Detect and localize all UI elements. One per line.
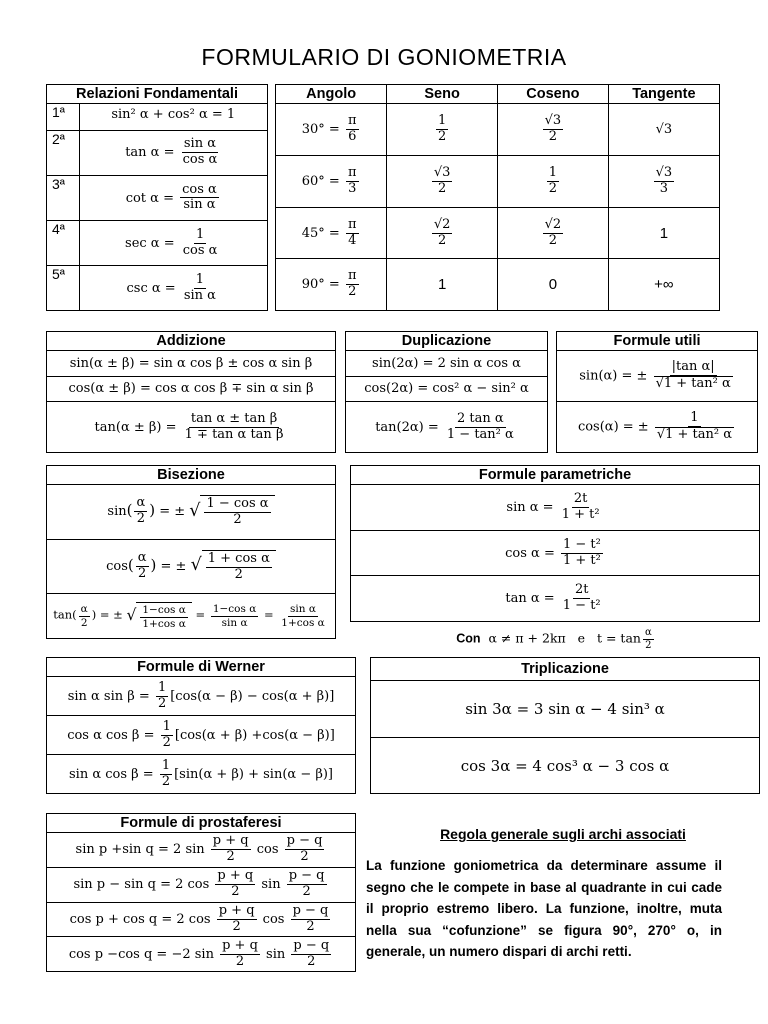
fundamental-relations-table	[46, 84, 268, 311]
angle-cell: 90° = $\frac{\pi}{2}$	[276, 259, 387, 310]
formula: cos( $\frac{\alpha}{2}$ ) = ± √ 1 + cos α 2	[47, 539, 335, 594]
cos-cell: 0	[498, 259, 609, 310]
angle-cell: 60° = $\frac{\pi}{3}$	[276, 155, 387, 207]
formula: cos α cos β = $\frac{1}{2}$ [cos(α + β) +cos(α − β)]	[47, 716, 355, 755]
row-number: 5ª	[47, 266, 79, 310]
sin-cell: $\frac{√3}{2}$	[387, 155, 498, 207]
angle-row-30	[276, 104, 719, 156]
parametric-header: Formule parametriche	[351, 466, 759, 485]
formula: tan α = $\frac{\text{sin α}}{\text{cos α}}$	[79, 130, 267, 175]
formula: cos(α ± β) = cos α cos β ∓ sin α sin β	[47, 376, 335, 402]
duplication-header: Duplicazione	[346, 332, 547, 351]
sin-cell: $\frac{√2}{2}$	[387, 207, 498, 259]
rule-text: La funzione goniometrica da determinare assume il segno che le compete in base al quadrante in cui cade il proprio estremo libero. La funzione, inoltre, muta nella sua “cofunzione” se figura 90°, 270° o, in generale, un numero dispari di archi retti.	[366, 858, 722, 959]
bisection-formulas-table	[46, 465, 336, 639]
fundamental-row	[47, 221, 267, 266]
tan-cell: √3	[608, 104, 719, 156]
angle-cell: 45° = $\frac{\pi}{4}$	[276, 207, 387, 259]
formula: tan(α ± β) = $\frac{\text{tan α ± tan β}}{\text{1 ∓ tan α tan β}}$	[47, 402, 335, 452]
fundamental-row	[47, 104, 267, 131]
formula: sin 3α = 3 sin α − 4 sin³ α	[371, 681, 759, 738]
parametric-formulas-table	[350, 465, 760, 622]
formula: cos(α) = ± $\frac{1}{\text{√1 + tan² α}}$	[557, 402, 757, 452]
tan-cell: +∞	[608, 259, 719, 310]
cos-cell: $\frac{√2}{2}$	[498, 207, 609, 259]
addition-header: Addizione	[47, 332, 335, 351]
formula: sin α cos β = $\frac{1}{2}$ [sin(α + β) + sin(α − β)]	[47, 755, 355, 793]
duplication-formulas-table	[345, 331, 548, 453]
formula: sin p − sin q = 2 cos $\frac{p + q}{2}$ sin $\frac{p - q}{2}$	[47, 867, 355, 902]
formula: sin² α + cos² α = 1	[79, 104, 267, 131]
row-number: 1ª	[47, 104, 79, 131]
fundamental-row	[47, 266, 267, 310]
sin-cell: $\frac{1}{2}$	[387, 104, 498, 156]
formula: sin(α) = ± $\frac{\text{|tan α|}}{\text{√1 + tan² α}}$	[557, 351, 757, 402]
prosthaphaeresis-formulas-table	[46, 813, 356, 972]
rule-title: Regola generale sugli archi associati	[440, 826, 686, 842]
cos-cell: $\frac{√3}{2}$	[498, 104, 609, 156]
formula: cot α = $\frac{\text{cos α}}{\text{sin α}}$	[79, 175, 267, 220]
formula: cos α = $\frac{\text{1 − t²}}{\text{1 + t²}}$	[351, 530, 759, 576]
angle-row-60	[276, 155, 719, 207]
angle-row-90	[276, 259, 719, 310]
col-header-cos: Coseno	[498, 85, 609, 104]
formula: sin α = $\frac{2t}{\text{1 + t²}}$	[351, 485, 759, 531]
angle-row-45	[276, 207, 719, 259]
col-header-angle: Angolo	[276, 85, 387, 104]
cos-cell: $\frac{1}{2}$	[498, 155, 609, 207]
useful-formulas-table	[556, 331, 758, 453]
angle-cell: 30° = $\frac{\pi}{6}$	[276, 104, 387, 156]
prosthaphaeresis-header: Formule di prostaferesi	[47, 814, 355, 833]
fundamental-row	[47, 130, 267, 175]
formula: sin(2α) = 2 sin α cos α	[346, 351, 547, 377]
werner-header: Formule di Werner	[47, 658, 355, 677]
row-number: 4ª	[47, 221, 79, 266]
formula: cos 3α = 4 cos³ α − 3 cos α	[371, 738, 759, 794]
formula: tan(2α) = $\frac{\text{2 tan α}}{\text{1 − tan² α}}$	[346, 402, 547, 452]
formula: sin( $\frac{\alpha}{2}$ ) = ± √ 1 − cos α 2	[47, 485, 335, 540]
col-header-sin: Seno	[387, 85, 498, 104]
tan-cell: $\frac{√3}{3}$	[608, 155, 719, 207]
tan-cell: 1	[608, 207, 719, 259]
sin-cell: 1	[387, 259, 498, 310]
parametric-note-prefix: Con	[456, 631, 481, 646]
formula: cos(2α) = cos² α − sin² α	[346, 376, 547, 402]
notable-angles-table	[275, 84, 720, 311]
parametric-condition: Con α ≠ π + 2kπ e t = tan $\frac{\alpha}{2}$	[456, 627, 652, 651]
formula: cos p + cos q = 2 cos $\frac{p + q}{2}$ cos $\frac{p - q}{2}$	[47, 902, 355, 937]
formula: tan( $\frac{\alpha}{2}$ ) = ± √ 1−cos α 1+cos α = $\frac{\text{1−cos α}}{\text{sin α}}$ = $\frac{\text{sin α}}{\text{1+cos α}}$	[47, 594, 335, 638]
triplication-formulas-table	[370, 657, 760, 794]
fundamental-header: Relazioni Fondamentali	[47, 85, 267, 104]
werner-formulas-table	[46, 657, 356, 794]
formula: sec α = $\frac{1}{\text{cos α}}$	[79, 221, 267, 266]
formula: csc α = $\frac{1}{\text{sin α}}$	[79, 266, 267, 310]
row-number: 3ª	[47, 175, 79, 220]
addition-formulas-table	[46, 331, 336, 453]
formula: sin(α ± β) = sin α cos β ± cos α sin β	[47, 351, 335, 377]
useful-header: Formule utili	[557, 332, 757, 351]
formula: sin p +sin q = 2 sin $\frac{p + q}{2}$ cos $\frac{p - q}{2}$	[47, 833, 355, 868]
fundamental-row	[47, 175, 267, 220]
triplication-header: Triplicazione	[371, 658, 759, 681]
formula: sin α sin β = $\frac{1}{2}$ [cos(α − β) − cos(α + β)]	[47, 677, 355, 716]
col-header-tan: Tangente	[608, 85, 719, 104]
bisection-header: Bisezione	[47, 466, 335, 485]
formula: cos p −cos q = −2 sin $\frac{p + q}{2}$ sin $\frac{p - q}{2}$	[47, 937, 355, 971]
page-title: FORMULARIO DI GONIOMETRIA	[201, 44, 567, 70]
formula: tan α = $\frac{2t}{\text{1 − t²}}$	[351, 576, 759, 621]
row-number: 2ª	[47, 130, 79, 175]
